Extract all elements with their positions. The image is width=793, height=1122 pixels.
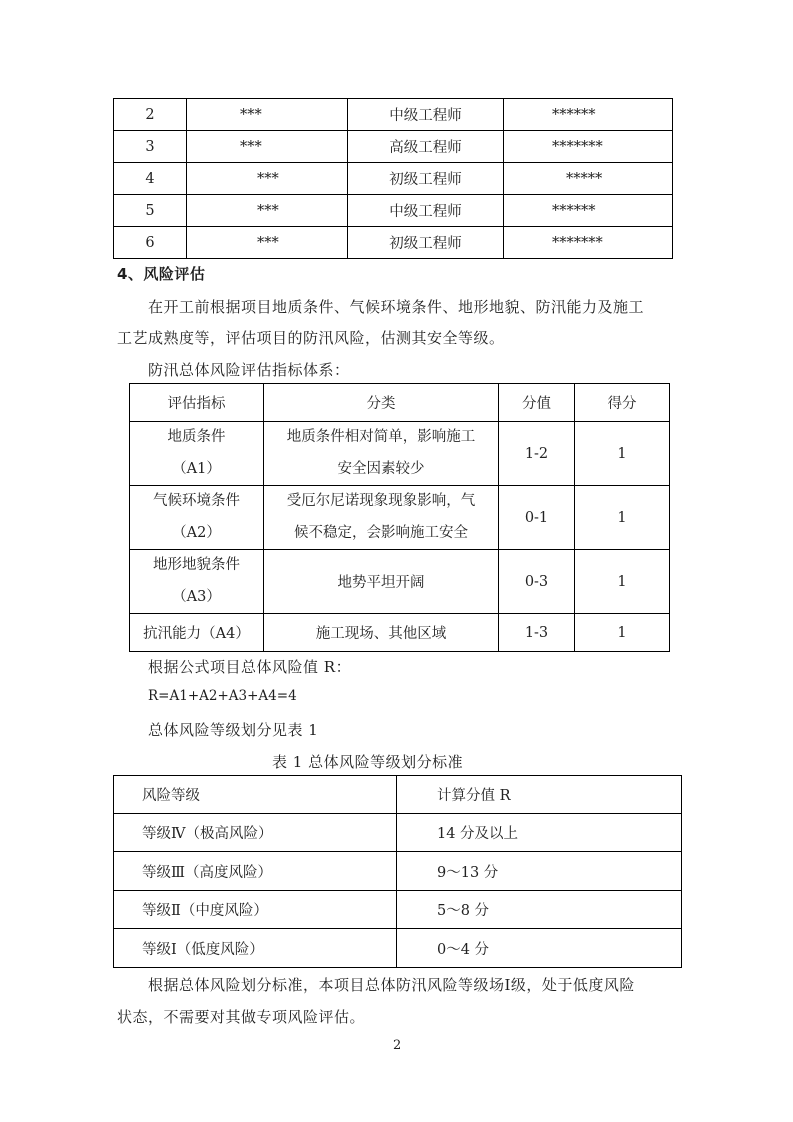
conclusion-line: 状态，不需要对其做专项风险评估。 xyxy=(117,1008,366,1026)
table-row xyxy=(130,550,670,614)
indicator-cell xyxy=(130,486,264,550)
range-cell: 1-3 xyxy=(499,614,575,652)
score-cell: 1 xyxy=(575,550,670,614)
table-row xyxy=(130,614,670,652)
staff-cert: ***** xyxy=(504,163,673,195)
risk-level-table xyxy=(113,775,682,968)
class-cell xyxy=(264,486,499,550)
score-cell: 1 xyxy=(575,422,670,486)
table-row xyxy=(130,422,670,486)
table-row xyxy=(114,131,673,163)
indicator-code: （A1） xyxy=(172,460,221,477)
header-level: 风险等级 xyxy=(114,776,397,814)
value-cell: 9～13 分 xyxy=(397,852,682,891)
staff-no: 5 xyxy=(114,195,187,227)
score-cell: 1 xyxy=(575,614,670,652)
table-row xyxy=(114,99,673,131)
staff-title: 高级工程师 xyxy=(348,131,504,163)
class-cell xyxy=(264,422,499,486)
staff-name: *** xyxy=(187,163,348,195)
staff-no: 3 xyxy=(114,131,187,163)
table-row xyxy=(114,891,682,929)
staff-cert: ******* xyxy=(504,131,673,163)
table-header-row xyxy=(130,384,670,422)
indicator-name: 气候环境条件 xyxy=(153,493,240,509)
indicator-cell xyxy=(130,422,264,486)
risk-index-table xyxy=(129,383,670,652)
staff-name: *** xyxy=(187,227,348,259)
section-heading: 4、风险评估 xyxy=(117,265,206,283)
class-text: 受厄尔尼诺现象现象影响，气 xyxy=(286,493,476,509)
table-row xyxy=(114,814,682,852)
staff-no: 4 xyxy=(114,163,187,195)
class-cell: 施工现场、其他区域 xyxy=(264,614,499,652)
staff-name: *** xyxy=(187,99,348,131)
indicator-name: 地质条件 xyxy=(167,429,226,445)
staff-no: 2 xyxy=(114,99,187,131)
level-cell: 等级Ⅲ（高度风险） xyxy=(114,852,397,891)
staff-cert: ****** xyxy=(504,99,673,131)
table-row xyxy=(114,929,682,968)
table-caption: 表 1 总体风险等级划分标准 xyxy=(272,753,464,771)
indicator-cell xyxy=(130,550,264,614)
header-value: 计算分值 R xyxy=(397,776,682,814)
class-text: 地质条件相对简单，影响施工 xyxy=(286,429,476,445)
value-cell: 0～4 分 xyxy=(397,929,682,968)
table-header-row xyxy=(114,776,682,814)
staff-title: 中级工程师 xyxy=(348,195,504,227)
staff-no: 6 xyxy=(114,227,187,259)
page-number: 2 xyxy=(393,1038,402,1053)
header-class: 分类 xyxy=(264,384,499,422)
header-indicator: 评估指标 xyxy=(130,384,264,422)
staff-title: 初级工程师 xyxy=(348,227,504,259)
range-cell: 0-1 xyxy=(499,486,575,550)
staff-cert: ****** xyxy=(504,195,673,227)
class-text: 候不稳定，会影响施工安全 xyxy=(294,524,468,541)
header-range: 分值 xyxy=(499,384,575,422)
paragraph-line: 工艺成熟度等，评估项目的防汛风险，估测其安全等级。 xyxy=(117,329,505,347)
indicator-code: （A2） xyxy=(172,524,221,541)
formula-equation: R=A1+A2+A3+A4=4 xyxy=(148,688,297,704)
staff-name: *** xyxy=(187,195,348,227)
level-cell: 等级Ⅰ（低度风险） xyxy=(114,929,397,968)
staff-table xyxy=(113,98,673,259)
table-row xyxy=(114,852,682,891)
table-row xyxy=(114,227,673,259)
table-row xyxy=(114,163,673,195)
level-cell: 等级Ⅱ（中度风险） xyxy=(114,891,397,929)
range-cell: 0-3 xyxy=(499,550,575,614)
indicator-name: 地形地貌条件 xyxy=(153,557,240,573)
staff-cert: ******* xyxy=(504,227,673,259)
conclusion-line: 根据总体风险划分标准，本项目总体防汛风险等级场Ⅰ级，处于低度风险 xyxy=(148,976,635,994)
score-cell: 1 xyxy=(575,486,670,550)
staff-name: *** xyxy=(187,131,348,163)
header-score: 得分 xyxy=(575,384,670,422)
indicator-cell: 抗汛能力（A4） xyxy=(130,614,264,652)
staff-title: 初级工程师 xyxy=(348,163,504,195)
value-cell: 14 分及以上 xyxy=(397,814,682,852)
level-cell: 等级Ⅳ（极高风险） xyxy=(114,814,397,852)
index-intro: 防汛总体风险评估指标体系： xyxy=(148,361,350,379)
class-text: 安全因素较少 xyxy=(337,460,425,477)
table-row xyxy=(114,195,673,227)
table-reference: 总体风险等级划分见表 1 xyxy=(148,721,319,739)
table-row xyxy=(130,486,670,550)
class-cell: 地势平坦开阔 xyxy=(264,550,499,614)
range-cell: 1-2 xyxy=(499,422,575,486)
paragraph-line: 在开工前根据项目地质条件、气候环境条件、地形地貌、防汛能力及施工 xyxy=(148,298,645,316)
formula-intro: 根据公式项目总体风险值 R： xyxy=(148,658,352,676)
staff-title: 中级工程师 xyxy=(348,99,504,131)
indicator-code: （A3） xyxy=(172,588,221,605)
value-cell: 5～8 分 xyxy=(397,891,682,929)
